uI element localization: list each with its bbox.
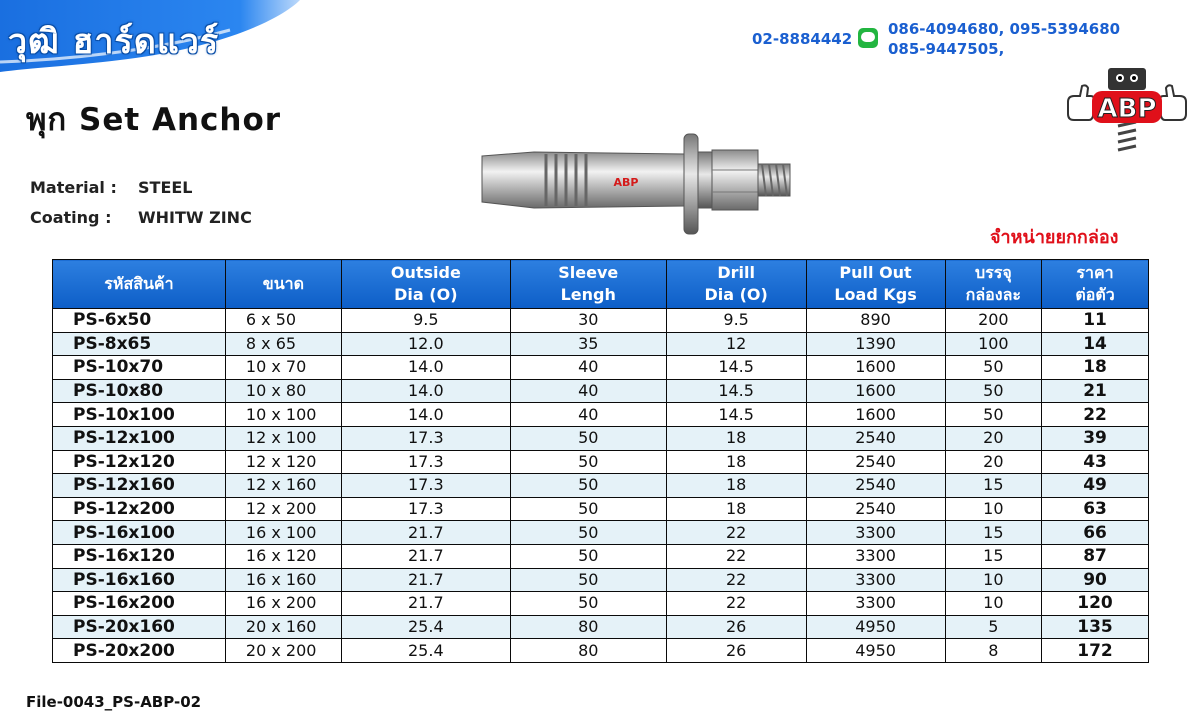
cell-drill-dia: 14.5 bbox=[666, 403, 806, 427]
cell-pack-qty: 5 bbox=[945, 615, 1041, 639]
cell-outside-dia: 17.3 bbox=[341, 474, 510, 498]
column-header-line: ราคา bbox=[1076, 263, 1114, 282]
cell-drill-dia: 18 bbox=[666, 450, 806, 474]
cell-sleeve-length: 30 bbox=[510, 309, 666, 333]
table-row bbox=[53, 332, 1149, 356]
column-header-line: Pull Out bbox=[839, 263, 912, 282]
cell-sleeve-length: 40 bbox=[510, 379, 666, 403]
cell-unit-price: 14 bbox=[1042, 332, 1149, 356]
set-anchor-product-image bbox=[474, 130, 794, 240]
column-header-line: ขนาด bbox=[262, 274, 305, 293]
cell-sleeve-length: 50 bbox=[510, 592, 666, 616]
spec-coating bbox=[30, 208, 252, 227]
table-row bbox=[53, 474, 1149, 498]
cell-code: PS-8x65 bbox=[53, 332, 226, 356]
cell-pack-qty: 50 bbox=[945, 356, 1041, 380]
cell-drill-dia: 18 bbox=[666, 426, 806, 450]
cell-code: PS-12x160 bbox=[53, 474, 226, 498]
material-label: Material : bbox=[30, 178, 117, 197]
cell-sleeve-length: 80 bbox=[510, 615, 666, 639]
cell-size: 20 x 160 bbox=[225, 615, 341, 639]
cell-pull-out-load: 1600 bbox=[806, 356, 945, 380]
table-row bbox=[53, 592, 1149, 616]
cell-pack-qty: 20 bbox=[945, 426, 1041, 450]
cell-sleeve-length: 35 bbox=[510, 332, 666, 356]
cell-pull-out-load: 2540 bbox=[806, 474, 945, 498]
cell-drill-dia: 22 bbox=[666, 568, 806, 592]
cell-code: PS-12x200 bbox=[53, 497, 226, 521]
column-header-line: Sleeve bbox=[558, 263, 619, 282]
cell-size: 12 x 100 bbox=[225, 426, 341, 450]
cell-outside-dia: 17.3 bbox=[341, 450, 510, 474]
cell-unit-price: 11 bbox=[1042, 309, 1149, 333]
cell-code: PS-10x80 bbox=[53, 379, 226, 403]
mobile-phones-line1[interactable]: 086-4094680, 095-5394680 bbox=[888, 20, 1121, 38]
cell-unit-price: 22 bbox=[1042, 403, 1149, 427]
cell-size: 10 x 100 bbox=[225, 403, 341, 427]
table-row bbox=[53, 309, 1149, 333]
column-header-line: ต่อตัว bbox=[1075, 285, 1115, 304]
column-header-line: Dia (O) bbox=[704, 285, 768, 304]
cell-drill-dia: 26 bbox=[666, 615, 806, 639]
cell-pull-out-load: 3300 bbox=[806, 544, 945, 568]
table-row bbox=[53, 450, 1149, 474]
cell-outside-dia: 14.0 bbox=[341, 403, 510, 427]
cell-outside-dia: 12.0 bbox=[341, 332, 510, 356]
column-header-line: กล่องละ bbox=[965, 285, 1021, 304]
cell-code: PS-16x100 bbox=[53, 521, 226, 545]
table-row bbox=[53, 639, 1149, 663]
cell-sleeve-length: 50 bbox=[510, 450, 666, 474]
cell-pull-out-load: 3300 bbox=[806, 592, 945, 616]
cell-pack-qty: 15 bbox=[945, 474, 1041, 498]
cell-outside-dia: 25.4 bbox=[341, 615, 510, 639]
cell-outside-dia: 21.7 bbox=[341, 568, 510, 592]
abp-logo bbox=[1062, 64, 1192, 154]
coating-value: WHITW ZINC bbox=[138, 208, 252, 227]
cell-unit-price: 49 bbox=[1042, 474, 1149, 498]
cell-unit-price: 21 bbox=[1042, 379, 1149, 403]
cell-size: 6 x 50 bbox=[225, 309, 341, 333]
brand-banner bbox=[0, 0, 300, 72]
cell-outside-dia: 21.7 bbox=[341, 521, 510, 545]
cell-sleeve-length: 50 bbox=[510, 544, 666, 568]
cell-code: PS-6x50 bbox=[53, 309, 226, 333]
material-value: STEEL bbox=[138, 178, 193, 197]
column-header-drill-dia bbox=[666, 260, 806, 309]
cell-pack-qty: 10 bbox=[945, 592, 1041, 616]
cell-size: 16 x 100 bbox=[225, 521, 341, 545]
cell-code: PS-10x70 bbox=[53, 356, 226, 380]
column-header-line: Outside bbox=[390, 263, 461, 282]
cell-size: 10 x 70 bbox=[225, 356, 341, 380]
cell-pull-out-load: 4950 bbox=[806, 615, 945, 639]
cell-code: PS-20x200 bbox=[53, 639, 226, 663]
table-row bbox=[53, 426, 1149, 450]
table-row bbox=[53, 403, 1149, 427]
column-header-line: Drill bbox=[717, 263, 755, 282]
logo-text: ABP bbox=[1097, 94, 1157, 124]
cell-size: 16 x 160 bbox=[225, 568, 341, 592]
column-header-sleeve-length bbox=[510, 260, 666, 309]
cell-unit-price: 87 bbox=[1042, 544, 1149, 568]
office-phone[interactable]: 02-8884442 bbox=[752, 30, 853, 48]
cell-pull-out-load: 1600 bbox=[806, 379, 945, 403]
cell-pull-out-load: 1600 bbox=[806, 403, 945, 427]
line-app-icon[interactable] bbox=[858, 28, 878, 48]
cell-sleeve-length: 40 bbox=[510, 403, 666, 427]
cell-pack-qty: 50 bbox=[945, 379, 1041, 403]
cell-code: PS-12x100 bbox=[53, 426, 226, 450]
cell-drill-dia: 22 bbox=[666, 521, 806, 545]
cell-unit-price: 63 bbox=[1042, 497, 1149, 521]
cell-size: 12 x 160 bbox=[225, 474, 341, 498]
cell-drill-dia: 18 bbox=[666, 497, 806, 521]
cell-code: PS-16x200 bbox=[53, 592, 226, 616]
cell-unit-price: 120 bbox=[1042, 592, 1149, 616]
cell-sleeve-length: 50 bbox=[510, 521, 666, 545]
cell-pack-qty: 200 bbox=[945, 309, 1041, 333]
cell-unit-price: 39 bbox=[1042, 426, 1149, 450]
cell-unit-price: 172 bbox=[1042, 639, 1149, 663]
cell-code: PS-20x160 bbox=[53, 615, 226, 639]
cell-drill-dia: 22 bbox=[666, 592, 806, 616]
spec-material bbox=[30, 178, 193, 197]
cell-pull-out-load: 2540 bbox=[806, 426, 945, 450]
cell-size: 12 x 200 bbox=[225, 497, 341, 521]
cell-drill-dia: 22 bbox=[666, 544, 806, 568]
cell-unit-price: 18 bbox=[1042, 356, 1149, 380]
cell-pull-out-load: 890 bbox=[806, 309, 945, 333]
file-reference: File-0043_PS-ABP-02 bbox=[26, 693, 202, 711]
cell-code: PS-10x100 bbox=[53, 403, 226, 427]
line-bubble-shape bbox=[861, 32, 875, 42]
cell-pull-out-load: 3300 bbox=[806, 568, 945, 592]
cell-pack-qty: 10 bbox=[945, 497, 1041, 521]
column-header-unit-price bbox=[1042, 260, 1149, 309]
cell-code: PS-12x120 bbox=[53, 450, 226, 474]
cell-pull-out-load: 4950 bbox=[806, 639, 945, 663]
coating-label: Coating : bbox=[30, 208, 112, 227]
cell-drill-dia: 12 bbox=[666, 332, 806, 356]
cell-outside-dia: 21.7 bbox=[341, 544, 510, 568]
column-header-line: Load Kgs bbox=[834, 285, 917, 304]
cell-drill-dia: 14.5 bbox=[666, 356, 806, 380]
cell-outside-dia: 25.4 bbox=[341, 639, 510, 663]
cell-sleeve-length: 50 bbox=[510, 426, 666, 450]
price-table bbox=[52, 259, 1149, 663]
mobile-phones-line2[interactable]: 085-9447505, bbox=[888, 40, 1005, 58]
column-header-size bbox=[225, 260, 341, 309]
column-header-code bbox=[53, 260, 226, 309]
sold-by-box-note: จำหน่ายยกกล่อง bbox=[990, 227, 1119, 248]
cell-unit-price: 43 bbox=[1042, 450, 1149, 474]
table-row bbox=[53, 356, 1149, 380]
cell-unit-price: 90 bbox=[1042, 568, 1149, 592]
table-body bbox=[53, 309, 1149, 663]
table-header-row bbox=[53, 260, 1149, 309]
cell-pack-qty: 8 bbox=[945, 639, 1041, 663]
cell-pull-out-load: 2540 bbox=[806, 450, 945, 474]
cell-unit-price: 135 bbox=[1042, 615, 1149, 639]
table-row bbox=[53, 497, 1149, 521]
cell-pack-qty: 10 bbox=[945, 568, 1041, 592]
cell-sleeve-length: 50 bbox=[510, 497, 666, 521]
cell-unit-price: 66 bbox=[1042, 521, 1149, 545]
brand-name: วุฒิ ฮาร์ดแวร์ bbox=[8, 22, 220, 62]
column-header-line: บรรจุ bbox=[974, 263, 1012, 282]
cell-outside-dia: 9.5 bbox=[341, 309, 510, 333]
cell-size: 16 x 200 bbox=[225, 592, 341, 616]
page-title: พุก Set Anchor bbox=[26, 102, 282, 138]
cell-outside-dia: 14.0 bbox=[341, 356, 510, 380]
cell-sleeve-length: 50 bbox=[510, 568, 666, 592]
cell-sleeve-length: 50 bbox=[510, 474, 666, 498]
cell-size: 10 x 80 bbox=[225, 379, 341, 403]
cell-pack-qty: 15 bbox=[945, 544, 1041, 568]
cell-size: 16 x 120 bbox=[225, 544, 341, 568]
table-row bbox=[53, 544, 1149, 568]
cell-size: 20 x 200 bbox=[225, 639, 341, 663]
column-header-pull-out-load bbox=[806, 260, 945, 309]
cell-size: 12 x 120 bbox=[225, 450, 341, 474]
bolt-head-icon bbox=[1108, 68, 1146, 90]
cell-pack-qty: 20 bbox=[945, 450, 1041, 474]
cell-code: PS-16x160 bbox=[53, 568, 226, 592]
cell-drill-dia: 18 bbox=[666, 474, 806, 498]
column-header-line: รหัสสินค้า bbox=[104, 274, 174, 293]
cell-pull-out-load: 3300 bbox=[806, 521, 945, 545]
cell-sleeve-length: 80 bbox=[510, 639, 666, 663]
cell-outside-dia: 17.3 bbox=[341, 497, 510, 521]
cell-pack-qty: 50 bbox=[945, 403, 1041, 427]
cell-outside-dia: 17.3 bbox=[341, 426, 510, 450]
table-row bbox=[53, 568, 1149, 592]
column-header-outside-dia bbox=[341, 260, 510, 309]
cell-pack-qty: 100 bbox=[945, 332, 1041, 356]
cell-pull-out-load: 1390 bbox=[806, 332, 945, 356]
table-row bbox=[53, 521, 1149, 545]
cell-outside-dia: 14.0 bbox=[341, 379, 510, 403]
cell-pack-qty: 15 bbox=[945, 521, 1041, 545]
column-header-pack-qty bbox=[945, 260, 1041, 309]
cell-outside-dia: 21.7 bbox=[341, 592, 510, 616]
cell-size: 8 x 65 bbox=[225, 332, 341, 356]
cell-drill-dia: 14.5 bbox=[666, 379, 806, 403]
cell-sleeve-length: 40 bbox=[510, 356, 666, 380]
cell-drill-dia: 26 bbox=[666, 639, 806, 663]
column-header-line: Lengh bbox=[560, 285, 616, 304]
cell-code: PS-16x120 bbox=[53, 544, 226, 568]
column-header-line: Dia (O) bbox=[394, 285, 458, 304]
table-row bbox=[53, 615, 1149, 639]
table-row bbox=[53, 379, 1149, 403]
cell-drill-dia: 9.5 bbox=[666, 309, 806, 333]
product-mark: ABP bbox=[613, 176, 639, 189]
cell-pull-out-load: 2540 bbox=[806, 497, 945, 521]
